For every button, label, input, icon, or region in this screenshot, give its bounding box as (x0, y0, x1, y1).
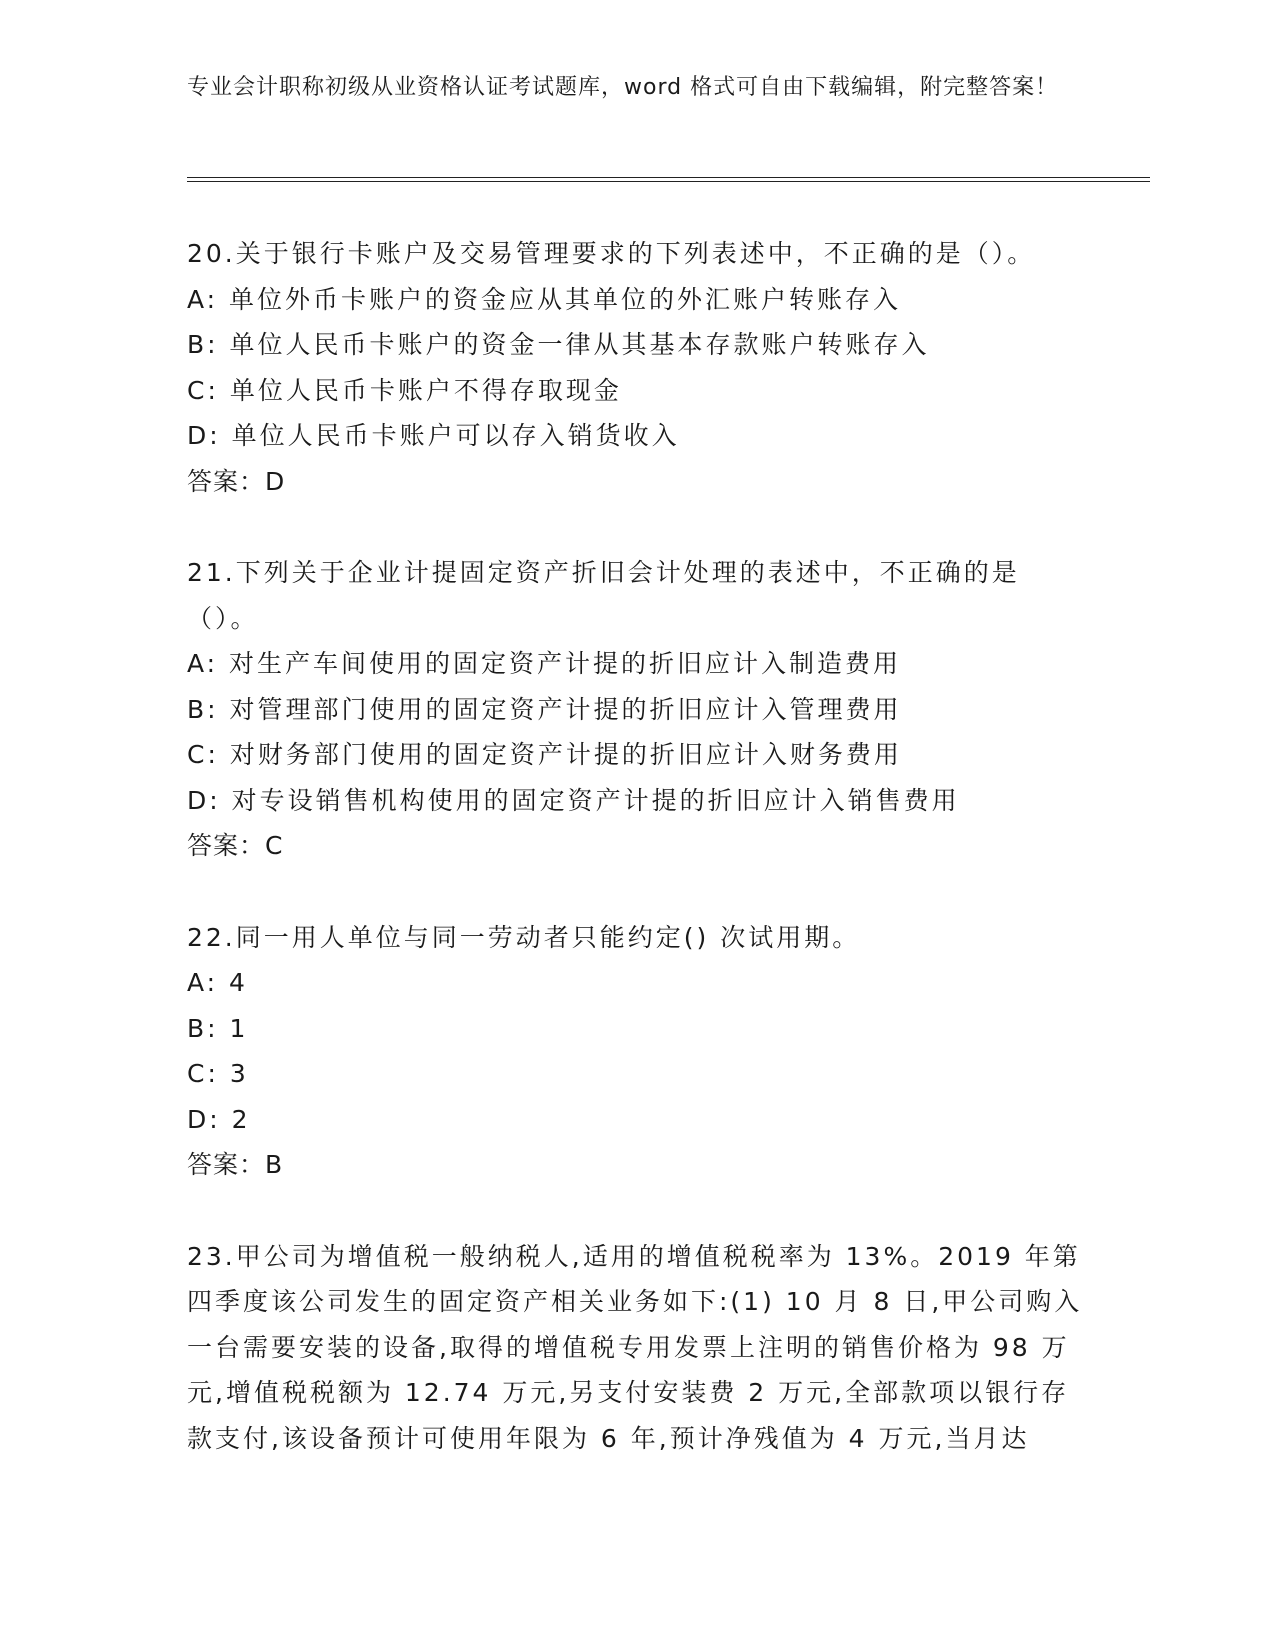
question-21 (187, 550, 1087, 869)
option-a: A: 4 (187, 968, 248, 997)
question-stem: 23.甲公司为增值税一般纳税人,适用的增值税税率为 13%。2019 年第四季度该公司发生的固定资产相关业务如下:(1) 10 月 8 日,甲公司购入一台需要安装的设备,取得的增值税专用发票上注明的销售价格为 98 万元,增值税税额为 12.74 万元,另支付安装费 2 万元,全部款项以银行存款支付,该设备预计可使用年限为 6 年,预计净残值为 4 万元,当月达 (187, 1241, 1083, 1453)
header-divider-bottom (187, 181, 1150, 182)
question-spacer (187, 504, 1087, 550)
question-stem: 20.关于银行卡账户及交易管理要求的下列表述中，不正确的是（）。 (187, 239, 1036, 268)
question-20 (187, 231, 1087, 504)
option-c: C: 3 (187, 1059, 249, 1088)
question-list (187, 231, 1087, 1461)
question-stem: 21.下列关于企业计提固定资产折旧会计处理的表述中，不正确的是（）。 (187, 558, 1020, 633)
option-a: A: 对生产车间使用的固定资产计提的折旧应计入制造费用 (187, 649, 902, 678)
header-divider-top (187, 177, 1150, 178)
option-b: B: 对管理部门使用的固定资产计提的折旧应计入管理费用 (187, 694, 902, 724)
option-b: B: 1 (187, 1013, 249, 1043)
answer-label: 答案：C (187, 831, 284, 860)
question-22 (187, 915, 1087, 1188)
answer-label: 答案：B (187, 1150, 284, 1179)
option-a: A: 单位外币卡账户的资金应从其单位的外汇账户转账存入 (187, 284, 902, 314)
question-spacer (187, 1188, 1087, 1234)
option-d: D: 单位人民币卡账户可以存入销货收入 (187, 421, 680, 450)
option-c: C: 对财务部门使用的固定资产计提的折旧应计入财务费用 (187, 740, 902, 769)
question-spacer (187, 869, 1087, 915)
question-23 (187, 1234, 1087, 1462)
question-stem: 22.同一用人单位与同一劳动者只能约定() 次试用期。 (187, 922, 861, 952)
answer-label: 答案：D (187, 466, 286, 496)
option-c: C: 单位人民币卡账户不得存取现金 (187, 375, 622, 405)
option-b: B: 单位人民币卡账户的资金一律从其基本存款账户转账存入 (187, 330, 930, 359)
option-d: D: 对专设销售机构使用的固定资产计提的折旧应计入销售费用 (187, 785, 960, 815)
document-header: 专业会计职称初级从业资格认证考试题库，word 格式可自由下载编辑，附完整答案！ (187, 75, 1059, 100)
option-d: D: 2 (187, 1104, 251, 1134)
